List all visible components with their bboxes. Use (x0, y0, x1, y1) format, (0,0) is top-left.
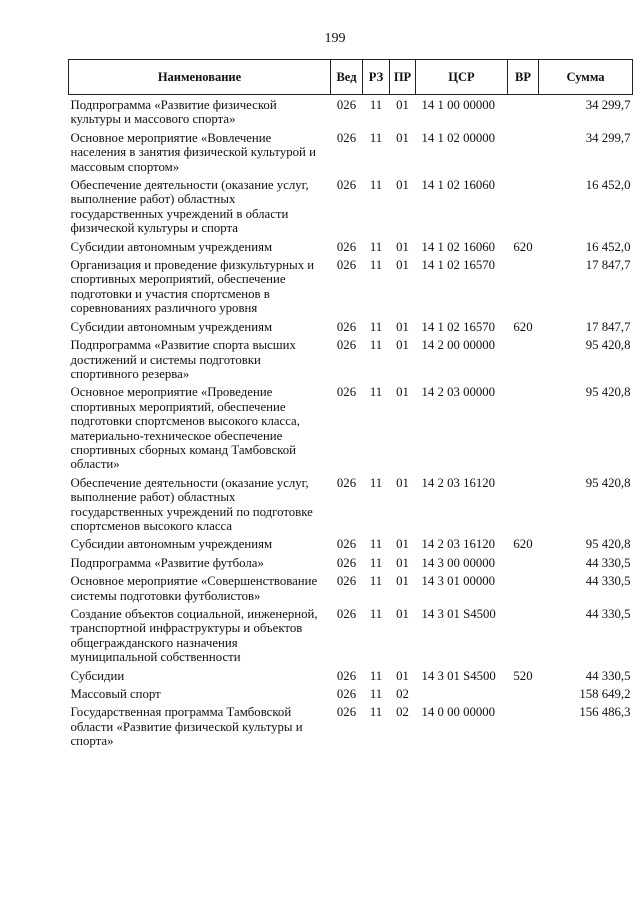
cell-name: Субсидии автономным учреждениям (70, 319, 273, 334)
cell-pr: 01 (396, 130, 409, 145)
cell-sum: 95 420,8 (585, 475, 631, 490)
cell-pr: 01 (396, 319, 409, 334)
cell-csr: 14 2 03 16120 (421, 475, 496, 490)
cell-rz: 11 (369, 338, 383, 353)
cell-sum: 34 299,7 (585, 130, 631, 145)
column-header-pr: ПР (390, 60, 416, 95)
cell-sum: 34 299,7 (585, 98, 631, 112)
cell-csr: 14 3 01 S4500 (421, 668, 496, 683)
cell-sum: 17 847,7 (585, 258, 631, 273)
cell-rz: 11 (369, 574, 383, 589)
cell-rz: 11 (369, 668, 383, 683)
table-row (69, 318, 633, 336)
cell-name: Основное мероприятие «Вовлечение населения в занятия физической культурой и массовым спортом» (70, 130, 316, 174)
cell-sum: 44 330,5 (585, 574, 631, 589)
cell-csr: 14 3 01 00000 (421, 574, 496, 589)
cell-rz: 11 (369, 178, 383, 193)
cell-vr: 620 (513, 319, 533, 334)
cell-name: Субсидии автономным учреждениям (70, 537, 273, 552)
cell-pr: 01 (396, 607, 409, 621)
cell-name: Подпрограмма «Развитие футбола» (70, 555, 264, 570)
cell-sum: 16 452,0 (585, 239, 631, 254)
cell-csr: 14 1 02 16570 (421, 258, 496, 273)
cell-ved: 026 (336, 687, 357, 702)
cell-vr (508, 176, 539, 238)
cell-csr: 14 0 00 00000 (421, 705, 496, 720)
cell-rz: 11 (369, 385, 383, 400)
cell-ved: 026 (336, 338, 357, 353)
cell-rz: 11 (369, 705, 383, 720)
cell-name: Основное мероприятие «Проведение спортивных мероприятий, обеспечение подготовки спортсменов высокого класса, материально-техническое обеспечение спортивных сборных команд Тамбовской области» (70, 385, 300, 472)
cell-sum: 17 847,7 (585, 319, 631, 334)
table-row (69, 238, 633, 256)
cell-vr (508, 474, 539, 536)
cell-ved: 026 (336, 385, 357, 400)
cell-csr: 14 2 00 00000 (421, 338, 496, 353)
cell-ved: 026 (336, 555, 357, 570)
column-header-vr: ВР (508, 60, 539, 95)
cell-pr: 01 (396, 239, 409, 254)
column-header-name: Наименование (69, 60, 331, 95)
cell-rz: 11 (369, 537, 383, 552)
cell-vr (508, 685, 539, 703)
cell-csr: 14 2 03 00000 (421, 385, 496, 400)
cell-name: Обеспечение деятельности (оказание услуг, выполнение работ) областных государственных учреждений по подготовке спортсменов высокого класса (70, 475, 313, 533)
cell-pr: 02 (396, 705, 409, 720)
column-header-sum: Сумма (539, 60, 633, 95)
column-header-rz: РЗ (363, 60, 390, 95)
cell-sum: 44 330,5 (585, 668, 631, 683)
cell-ved: 026 (336, 319, 357, 334)
cell-rz: 11 (369, 687, 383, 702)
table-row (69, 605, 633, 667)
cell-csr: 14 1 00 00000 (421, 98, 496, 112)
cell-vr (508, 383, 539, 473)
table-row (69, 667, 633, 685)
column-header-ved: Вед (331, 60, 363, 95)
cell-ved: 026 (336, 239, 357, 254)
cell-vr (508, 703, 539, 750)
table-row (69, 685, 633, 703)
cell-vr (508, 336, 539, 383)
cell-ved: 026 (336, 537, 357, 552)
cell-csr: 14 1 02 16060 (421, 178, 496, 193)
cell-vr: 620 (513, 537, 533, 552)
cell-pr: 01 (396, 475, 409, 490)
cell-vr (508, 605, 539, 667)
cell-vr: 620 (513, 239, 533, 254)
cell-name: Массовый спорт (70, 687, 161, 702)
cell-csr: 14 2 03 16120 (421, 537, 496, 552)
cell-sum: 95 420,8 (585, 338, 631, 353)
cell-pr: 01 (396, 574, 409, 589)
cell-pr: 01 (396, 98, 409, 112)
cell-sum: 95 420,8 (585, 385, 631, 400)
cell-vr (508, 129, 539, 176)
cell-name: Создание объектов социальной, инженерной, транспортной инфраструктуры и объектов общегражданского назначения муниципальной собственности (70, 607, 318, 665)
cell-sum: 156 486,3 (579, 705, 631, 720)
cell-sum: 16 452,0 (585, 178, 631, 193)
cell-rz: 11 (369, 239, 383, 254)
cell-rz: 11 (369, 258, 383, 273)
cell-pr: 01 (396, 668, 409, 683)
cell-ved: 026 (336, 574, 357, 589)
cell-pr: 01 (396, 385, 409, 400)
cell-ved: 026 (336, 130, 357, 145)
cell-rz: 11 (369, 607, 383, 621)
page-number: 199 (324, 31, 346, 46)
cell-sum: 95 420,8 (585, 537, 631, 552)
table-row (69, 95, 633, 129)
cell-csr: 14 1 02 00000 (421, 130, 496, 145)
cell-pr: 02 (396, 687, 409, 702)
cell-sum: 44 330,5 (585, 555, 631, 570)
cell-csr (416, 685, 508, 703)
cell-csr: 14 1 02 16060 (421, 239, 496, 254)
table-row (69, 703, 633, 750)
cell-ved: 026 (336, 607, 357, 621)
cell-name: Организация и проведение физкультурных и спортивных мероприятий, обеспечение подготовки и участия спортсменов в соревнованиях различного уровня (70, 258, 315, 316)
cell-name: Государственная программа Тамбовской области «Развитие физической культуры и спорта» (70, 705, 303, 749)
cell-ved: 026 (336, 98, 357, 112)
cell-ved: 026 (336, 475, 357, 490)
cell-pr: 01 (396, 258, 409, 273)
table-row (69, 572, 633, 605)
cell-rz: 11 (369, 555, 383, 570)
table-row (69, 336, 633, 383)
cell-vr (508, 95, 539, 129)
cell-rz: 11 (369, 98, 383, 112)
budget-table (68, 59, 633, 751)
cell-pr: 01 (396, 178, 409, 193)
table-row (69, 554, 633, 572)
cell-rz: 11 (369, 319, 383, 334)
cell-vr (508, 554, 539, 572)
cell-vr (508, 572, 539, 605)
cell-name: Подпрограмма «Развитие спорта высших достижений и системы подготовки спортивного резерва» (70, 338, 296, 381)
cell-csr: 14 1 02 16570 (421, 319, 496, 334)
table-row (69, 383, 633, 473)
cell-pr: 01 (396, 555, 409, 570)
cell-csr: 14 3 01 S4500 (421, 607, 496, 621)
cell-name: Подпрограмма «Развитие физической культуры и массового спорта» (70, 98, 277, 127)
cell-ved: 026 (336, 668, 357, 683)
cell-sum: 44 330,5 (585, 607, 631, 621)
table-row (69, 535, 633, 553)
table-header-row (69, 60, 633, 95)
cell-name: Основное мероприятие «Совершенствование системы подготовки футболистов» (70, 574, 318, 603)
table-body (69, 95, 633, 751)
cell-vr (508, 256, 539, 318)
cell-rz: 11 (369, 475, 383, 490)
cell-name: Субсидии автономным учреждениям (70, 239, 273, 254)
cell-vr: 520 (513, 668, 533, 683)
table-row (69, 256, 633, 318)
table-row (69, 176, 633, 238)
cell-name: Субсидии (70, 668, 125, 683)
cell-rz: 11 (369, 130, 383, 145)
cell-ved: 026 (336, 258, 357, 273)
cell-pr: 01 (396, 338, 409, 353)
cell-ved: 026 (336, 705, 357, 720)
cell-sum: 158 649,2 (579, 687, 631, 702)
cell-csr: 14 3 00 00000 (421, 555, 496, 570)
table-row (69, 129, 633, 176)
table-row (69, 474, 633, 536)
cell-ved: 026 (336, 178, 357, 193)
cell-name: Обеспечение деятельности (оказание услуг, выполнение работ) областных государственных учреждений в области физической культуры и спорта (70, 178, 309, 236)
cell-pr: 01 (396, 537, 409, 552)
column-header-csr: ЦСР (416, 60, 508, 95)
